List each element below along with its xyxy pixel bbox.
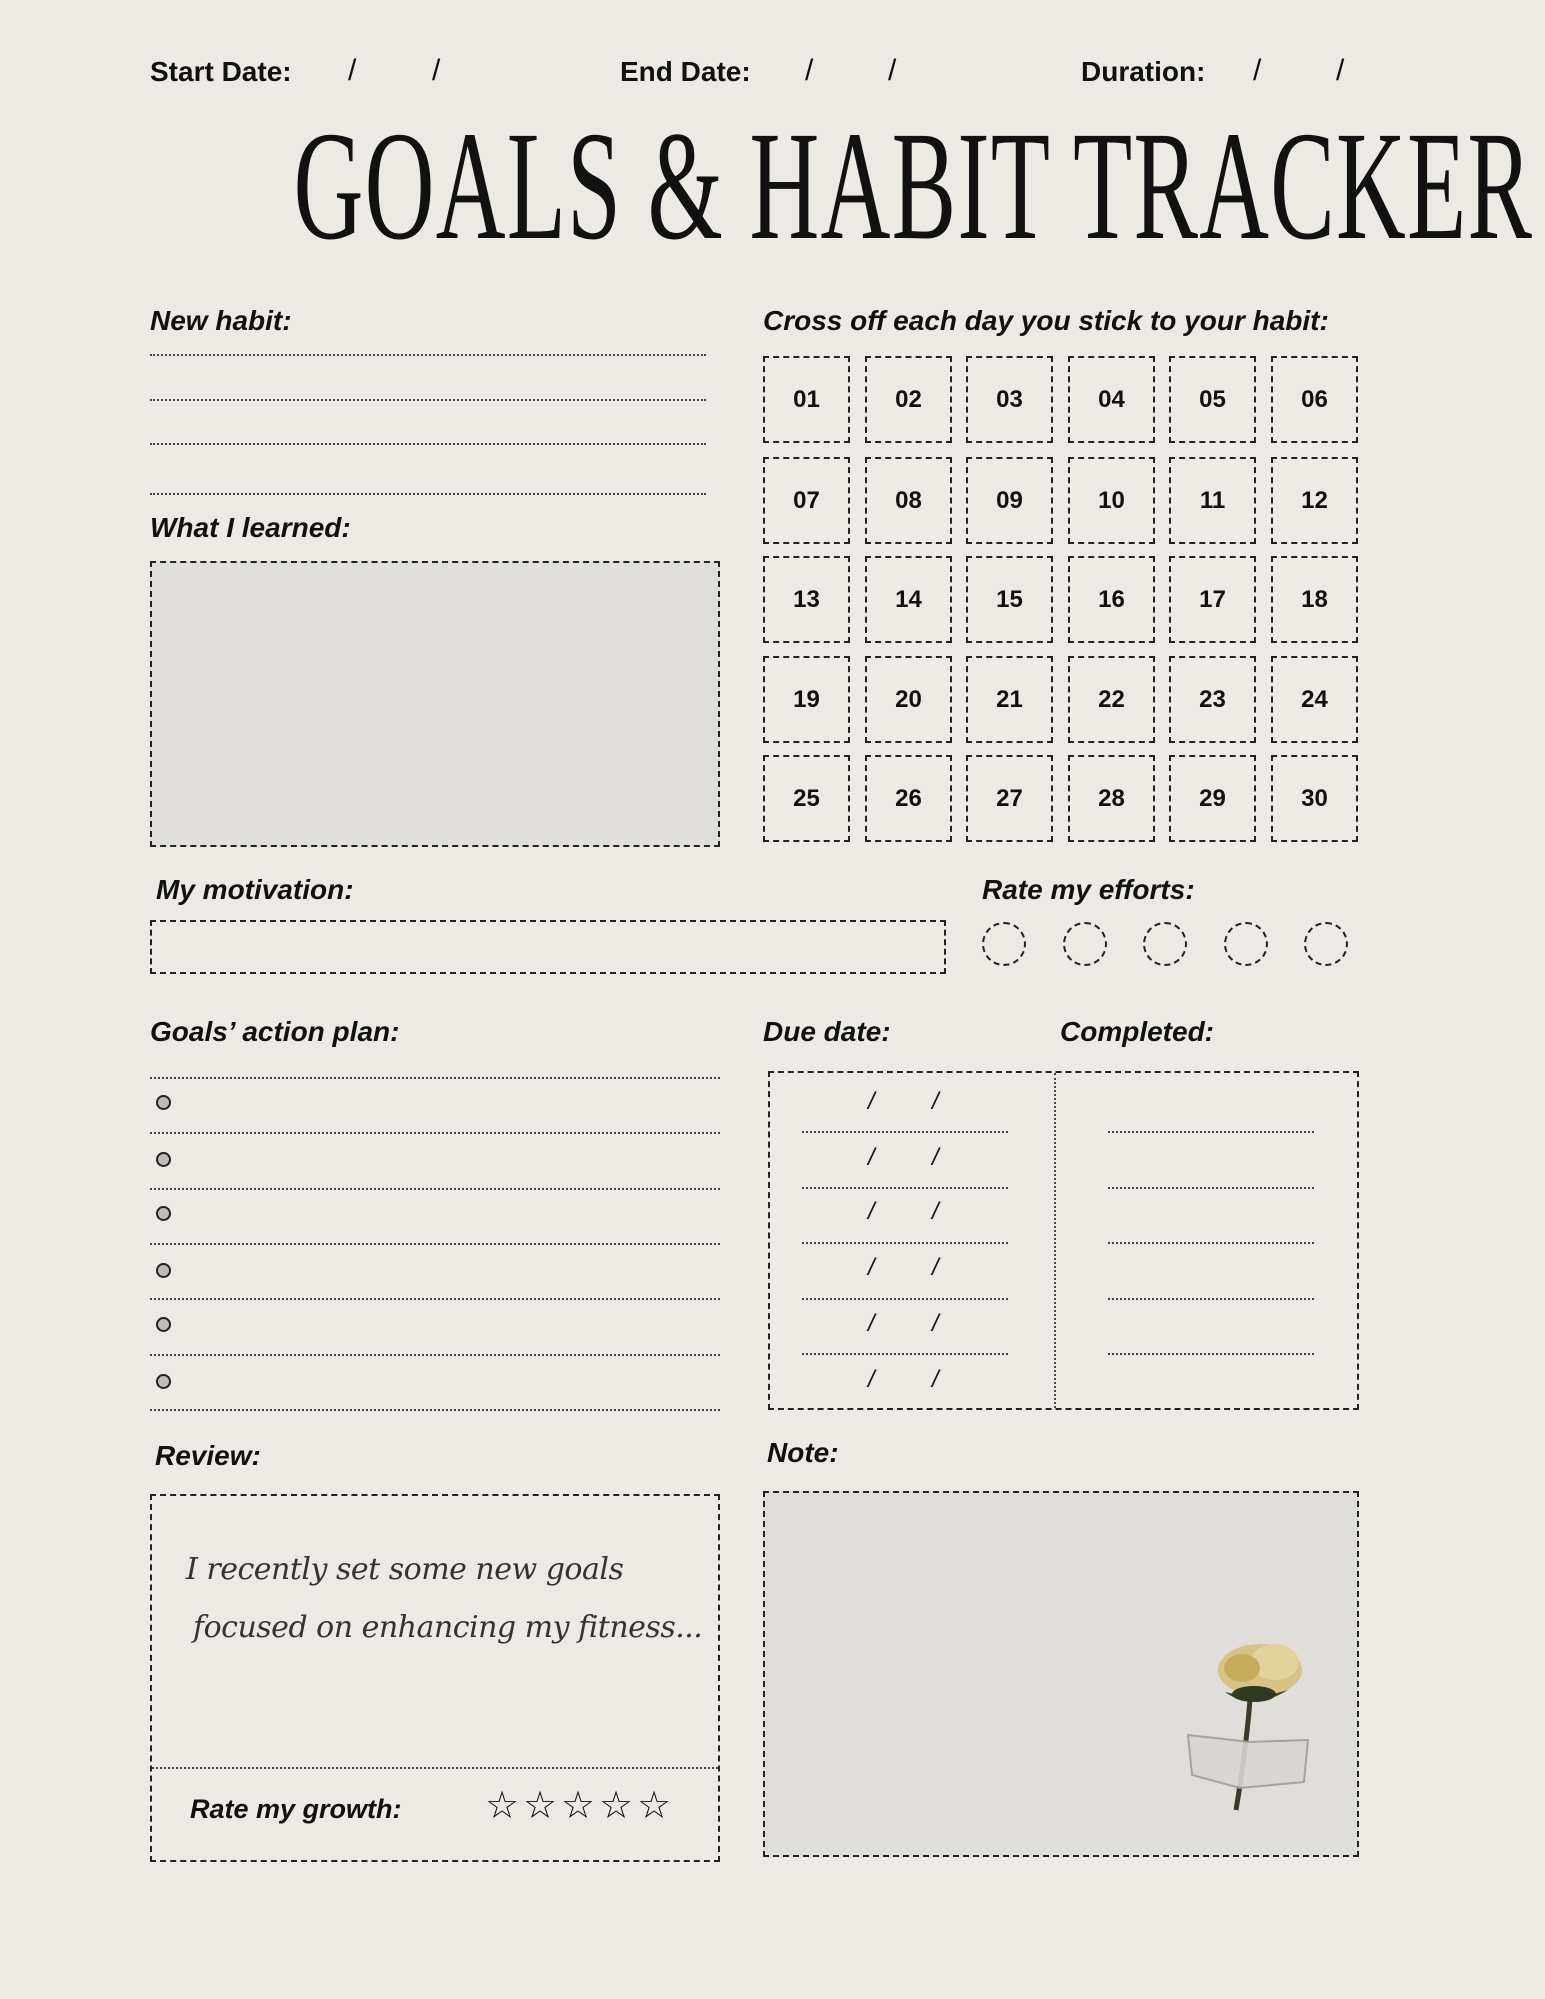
day-box-02[interactable]: 02 — [865, 356, 952, 443]
day-box-01[interactable]: 01 — [763, 356, 850, 443]
action-plan-line — [150, 1077, 720, 1079]
tape-icon — [1188, 1735, 1308, 1788]
action-plan-line[interactable] — [150, 1132, 720, 1134]
day-box-04[interactable]: 04 — [1068, 356, 1155, 443]
completed-line[interactable] — [1108, 1298, 1314, 1300]
day-box-21[interactable]: 21 — [966, 656, 1053, 743]
completed-label: Completed: — [1060, 1016, 1214, 1047]
due-date-slash: / — [932, 1198, 939, 1225]
end-date-label: End Date: — [620, 56, 751, 87]
due-date-slash: / — [868, 1366, 875, 1393]
day-box-13[interactable]: 13 — [763, 556, 850, 643]
day-box-18[interactable]: 18 — [1271, 556, 1358, 643]
rate-efforts-label: Rate my efforts: — [982, 874, 1195, 905]
new-habit-line[interactable] — [150, 443, 706, 445]
start-date-slash-1: / — [348, 54, 357, 87]
review-divider — [152, 1767, 718, 1769]
action-plan-line[interactable] — [150, 1243, 720, 1245]
duration-slash-2: / — [1336, 54, 1345, 87]
day-box-17[interactable]: 17 — [1169, 556, 1256, 643]
day-box-22[interactable]: 22 — [1068, 656, 1155, 743]
due-date-line[interactable] — [802, 1298, 1008, 1300]
action-plan-bullet[interactable] — [156, 1095, 171, 1110]
day-box-28[interactable]: 28 — [1068, 755, 1155, 842]
flower-center — [1232, 1686, 1276, 1702]
effort-rating-circle[interactable] — [982, 922, 1026, 966]
day-box-27[interactable]: 27 — [966, 755, 1053, 842]
growth-star-icon[interactable]: ☆ — [637, 1785, 672, 1827]
duration-slash-1: / — [1253, 54, 1262, 87]
action-plan-line[interactable] — [150, 1354, 720, 1356]
my-motivation-label: My motivation: — [156, 874, 354, 905]
due-date-slash: / — [932, 1254, 939, 1281]
effort-rating-circle[interactable] — [1304, 922, 1348, 966]
day-box-03[interactable]: 03 — [966, 356, 1053, 443]
due-date-slash: / — [868, 1254, 875, 1281]
due-date-slash: / — [932, 1144, 939, 1171]
start-date-label: Start Date: — [150, 56, 292, 87]
note-label: Note: — [767, 1437, 839, 1468]
due-date-line[interactable] — [802, 1242, 1008, 1244]
due-date-slash: / — [868, 1088, 875, 1115]
action-plan-line[interactable] — [150, 1298, 720, 1300]
tracker-label: Cross off each day you stick to your habit: — [763, 305, 1329, 336]
growth-star-icon[interactable]: ☆ — [523, 1785, 558, 1827]
table-divider — [1054, 1073, 1056, 1408]
review-label: Review: — [155, 1440, 261, 1471]
day-box-05[interactable]: 05 — [1169, 356, 1256, 443]
end-date-slash-2: / — [888, 54, 897, 87]
due-date-line[interactable] — [802, 1353, 1008, 1355]
action-plan-bullet[interactable] — [156, 1374, 171, 1389]
flower-petals — [1224, 1654, 1260, 1682]
due-date-line[interactable] — [802, 1187, 1008, 1189]
due-date-slash: / — [868, 1144, 875, 1171]
day-box-19[interactable]: 19 — [763, 656, 850, 743]
effort-rating-circle[interactable] — [1063, 922, 1107, 966]
new-habit-line[interactable] — [150, 493, 706, 495]
duration-label: Duration: — [1081, 56, 1206, 87]
day-box-14[interactable]: 14 — [865, 556, 952, 643]
what-i-learned-label: What I learned: — [150, 512, 351, 543]
growth-star-icon[interactable]: ☆ — [599, 1785, 634, 1827]
day-box-29[interactable]: 29 — [1169, 755, 1256, 842]
action-plan-line[interactable] — [150, 1188, 720, 1190]
day-box-24[interactable]: 24 — [1271, 656, 1358, 743]
completed-line[interactable] — [1108, 1131, 1314, 1133]
due-date-slash: / — [932, 1088, 939, 1115]
day-box-20[interactable]: 20 — [865, 656, 952, 743]
due-date-label: Due date: — [763, 1016, 891, 1047]
completed-line[interactable] — [1108, 1242, 1314, 1244]
day-box-12[interactable]: 12 — [1271, 457, 1358, 544]
day-box-25[interactable]: 25 — [763, 755, 850, 842]
day-box-23[interactable]: 23 — [1169, 656, 1256, 743]
due-date-slash: / — [868, 1198, 875, 1225]
action-plan-bullet[interactable] — [156, 1206, 171, 1221]
effort-rating-circle[interactable] — [1143, 922, 1187, 966]
due-completed-table — [768, 1071, 1359, 1410]
day-box-06[interactable]: 06 — [1271, 356, 1358, 443]
start-date-slash-2: / — [432, 54, 441, 87]
completed-line[interactable] — [1108, 1187, 1314, 1189]
due-date-slash: / — [868, 1310, 875, 1337]
day-box-08[interactable]: 08 — [865, 457, 952, 544]
new-habit-line[interactable] — [150, 399, 706, 401]
day-box-09[interactable]: 09 — [966, 457, 1053, 544]
day-box-26[interactable]: 26 — [865, 755, 952, 842]
flower-icon — [1180, 1640, 1330, 1820]
growth-star-icon[interactable]: ☆ — [485, 1785, 520, 1827]
day-box-07[interactable]: 07 — [763, 457, 850, 544]
new-habit-label: New habit: — [150, 305, 292, 336]
what-i-learned-box[interactable] — [150, 561, 720, 847]
due-date-slash: / — [932, 1310, 939, 1337]
rate-growth-label: Rate my growth: — [190, 1794, 402, 1824]
due-date-slash: / — [932, 1366, 939, 1393]
day-box-11[interactable]: 11 — [1169, 457, 1256, 544]
due-date-line[interactable] — [802, 1131, 1008, 1133]
action-plan-bullet[interactable] — [156, 1152, 171, 1167]
new-habit-line[interactable] — [150, 354, 706, 356]
review-text-line-1: I recently set some new goals — [186, 1552, 624, 1587]
review-text-line-2: focused on enhancing my fitness... — [193, 1610, 703, 1645]
effort-rating-circle[interactable] — [1224, 922, 1268, 966]
action-plan-bullet[interactable] — [156, 1263, 171, 1278]
day-box-30[interactable]: 30 — [1271, 755, 1358, 842]
growth-star-icon[interactable]: ☆ — [561, 1785, 596, 1827]
day-box-10[interactable]: 10 — [1068, 457, 1155, 544]
day-box-15[interactable]: 15 — [966, 556, 1053, 643]
action-plan-label: Goals’ action plan: — [150, 1016, 400, 1047]
action-plan-bullet[interactable] — [156, 1317, 171, 1332]
action-plan-line[interactable] — [150, 1409, 720, 1411]
day-box-16[interactable]: 16 — [1068, 556, 1155, 643]
end-date-slash-1: / — [805, 54, 814, 87]
page-title: GOALS & HABIT TRACKER — [293, 99, 1534, 272]
my-motivation-field[interactable] — [150, 920, 946, 974]
completed-line[interactable] — [1108, 1353, 1314, 1355]
